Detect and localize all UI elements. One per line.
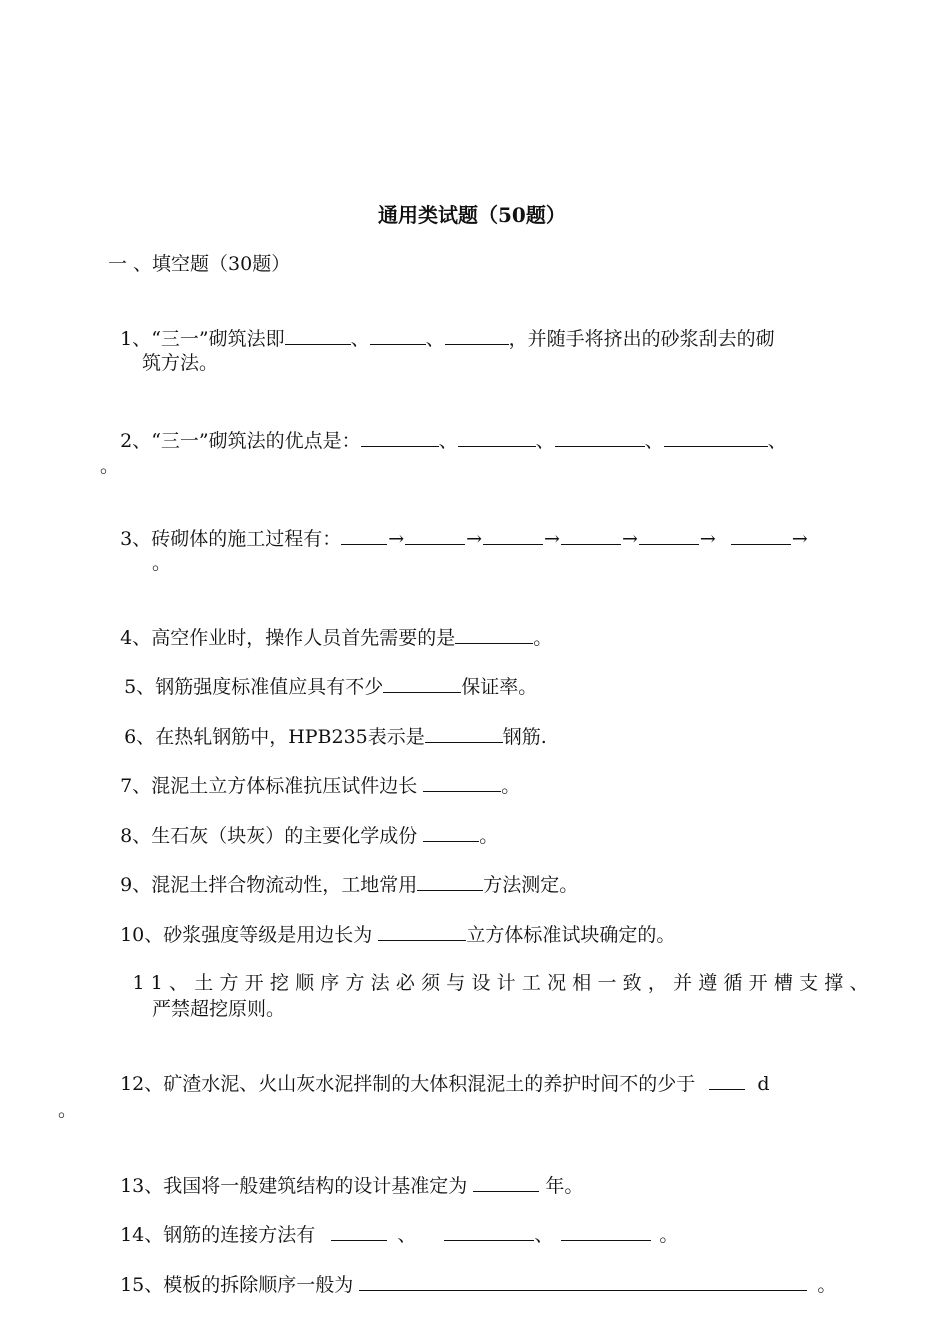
q10-text: 砂浆强度等级是用边长为 [163, 924, 379, 946]
q9-end: 方法测定。 [483, 874, 579, 896]
question-11-wrap: 严禁超挖原则。 [152, 998, 286, 1020]
page-title: 通用类试题（50题） [378, 203, 566, 227]
q15-text: 模板的拆除顺序一般为 [163, 1274, 360, 1296]
q6-end: 钢筋. [502, 726, 547, 748]
q13-number: 13、 [120, 1175, 164, 1197]
q8-end: 。 [479, 825, 499, 847]
section-heading: 一 、填空题（30题） [108, 253, 291, 275]
arrow-icon: → [544, 528, 560, 550]
question-11 [108, 947, 875, 995]
q14-number: 14、 [120, 1224, 164, 1246]
arrow-icon: → [699, 528, 716, 550]
q14-end: 。 [659, 1224, 679, 1246]
q2-blank-2[interactable] [458, 428, 536, 447]
q10-number: 10、 [120, 924, 164, 946]
q3-blank-2[interactable] [405, 526, 465, 545]
q4-end: 。 [533, 627, 553, 649]
q5-number: 5、 [124, 676, 156, 698]
q1-text: “三一”砌筑法即 [151, 328, 285, 350]
q9-blank[interactable] [417, 872, 483, 891]
q7-text: 混泥土立方体标准抗压试件边长 [151, 775, 424, 797]
question-2-end: 。 [100, 455, 120, 477]
q2-blank-4[interactable] [664, 428, 768, 447]
q7-number: 7、 [120, 775, 152, 797]
q12-unit: d [757, 1073, 770, 1095]
q9-text: 混泥土拌合物流动性，工地常用 [151, 874, 418, 896]
q6-number: 6、 [124, 726, 156, 748]
q14-blank-2[interactable] [444, 1222, 534, 1241]
q5-blank[interactable] [383, 674, 461, 693]
q1-blank-2[interactable] [370, 326, 426, 345]
question-3-end: 。 [152, 552, 172, 574]
q1-text-cont: ，并随手将挤出的砂浆刮去的砌 [508, 328, 775, 350]
question-8 [108, 799, 498, 848]
q4-text: 高空作业时，操作人员首先需要的是 [151, 627, 456, 649]
q1-sep-1: 、 [350, 328, 370, 350]
question-3 [108, 502, 809, 551]
question-1 [108, 302, 775, 351]
q1-sep-2: 、 [425, 328, 445, 350]
q13-end: 年。 [539, 1175, 584, 1197]
q1-number: 1、 [120, 328, 152, 350]
q12-text: 矿渣水泥、火山灰水泥拌制的大体积混泥土的养护时间不的少于 [163, 1073, 702, 1095]
q10-blank[interactable] [378, 922, 466, 941]
question-10 [108, 898, 675, 947]
question-5 [112, 650, 537, 699]
q3-blank-1[interactable] [341, 526, 387, 545]
arrow-icon: → [791, 528, 808, 550]
arrow-icon: → [388, 528, 405, 550]
question-4 [108, 601, 552, 650]
q3-number: 3、 [120, 528, 152, 550]
q15-end: 。 [817, 1274, 837, 1296]
q15-blank[interactable] [359, 1272, 807, 1291]
q9-number: 9、 [120, 874, 152, 896]
q8-blank[interactable] [423, 823, 479, 842]
question-2 [108, 404, 787, 453]
question-1-wrap: 筑方法。 [142, 352, 219, 374]
q3-text: 砖砌体的施工过程有： [151, 528, 342, 550]
q14-sep-1: 、 [397, 1224, 417, 1246]
q2-text: “三一”砌筑法的优点是： [151, 430, 361, 452]
q11-number: 11、 [132, 972, 195, 994]
q6-blank[interactable] [425, 724, 503, 743]
question-7 [108, 749, 520, 798]
arrow-icon: → [466, 528, 483, 550]
q10-end: 立方体标准试块确定的。 [466, 924, 676, 946]
q2-blank-1[interactable] [361, 428, 439, 447]
arrow-icon: → [621, 528, 638, 550]
question-12 [108, 1047, 770, 1096]
q2-sep-4: 、 [767, 430, 787, 452]
q14-blank-3[interactable] [561, 1222, 651, 1241]
q1-blank-3[interactable] [445, 326, 509, 345]
q3-blank-3[interactable] [483, 526, 543, 545]
q2-sep-1: 、 [438, 430, 458, 452]
q14-text: 钢筋的连接方法有 [163, 1224, 322, 1246]
q3-blank-6[interactable] [731, 526, 791, 545]
q3-blank-4[interactable] [561, 526, 621, 545]
question-13 [108, 1149, 583, 1198]
q5-text: 钢筋强度标准值应具有不少 [155, 676, 384, 698]
q4-blank[interactable] [455, 625, 533, 644]
q8-number: 8、 [120, 825, 152, 847]
q1-blank-1[interactable] [285, 326, 351, 345]
q12-number: 12、 [120, 1073, 164, 1095]
q3-blank-5[interactable] [639, 526, 699, 545]
q15-number: 15、 [120, 1274, 164, 1296]
question-6 [112, 700, 547, 749]
q6-text: 在热轧钢筋中，HPB235表示是 [155, 726, 425, 748]
q14-blank-1[interactable] [331, 1222, 387, 1241]
q13-text: 我国将一般建筑结构的设计基准定为 [163, 1175, 474, 1197]
q13-blank[interactable] [473, 1173, 539, 1192]
q8-text: 生石灰（块灰）的主要化学成份 [151, 825, 424, 847]
q7-end: 。 [501, 775, 521, 797]
q5-end: 保证率。 [461, 676, 538, 698]
question-15 [108, 1248, 836, 1297]
q2-blank-3[interactable] [555, 428, 645, 447]
q4-number: 4、 [120, 627, 152, 649]
question-12-end: 。 [58, 1099, 78, 1121]
question-9 [108, 848, 578, 897]
q12-blank[interactable] [709, 1071, 745, 1090]
q7-blank[interactable] [423, 773, 501, 792]
q11-text: 土方开挖顺序方法必须与设计工况相一致，并遵循开槽支撑、 [194, 972, 875, 994]
question-14 [108, 1198, 678, 1247]
q2-number: 2、 [120, 430, 152, 452]
q2-sep-2: 、 [535, 430, 555, 452]
q14-sep-2: 、 [534, 1224, 554, 1246]
q2-sep-3: 、 [644, 430, 664, 452]
